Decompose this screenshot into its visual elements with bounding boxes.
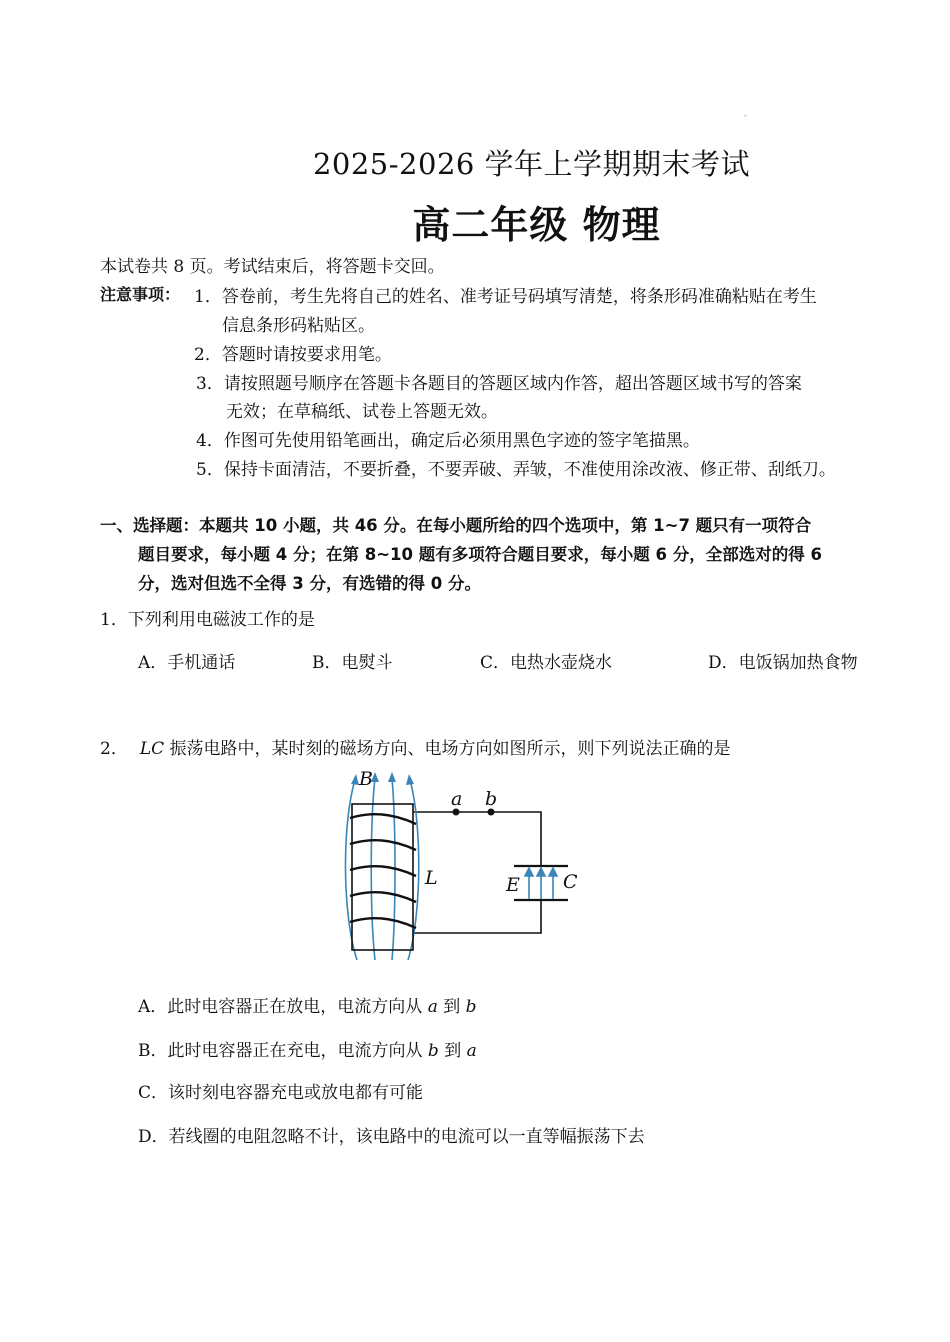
- inductor-core: [352, 804, 413, 950]
- q1-option-c: C．电热水壶烧水: [480, 653, 613, 673]
- option-text: B．此时电容器正在充电，电流方向从: [138, 1041, 428, 1061]
- question-number: 2．: [100, 739, 128, 759]
- note-item: 信息条形码粘贴区。: [222, 316, 375, 336]
- exam-intro: 本试卷共 8 页。考试结束后，将答题卡交回。: [100, 257, 445, 277]
- exam-title: 2025-2026 学年上学期期末考试: [312, 147, 751, 181]
- label-e-field: E: [506, 874, 520, 896]
- section-heading: 分，选对但选不全得 3 分，有选错的得 0 分。: [138, 574, 481, 593]
- q2-option-b: [138, 1036, 477, 1061]
- note-item: 1．答卷前，考生先将自己的姓名、准考证号码填写清楚，将条形码准确粘贴在考生: [194, 287, 817, 307]
- note-item: 3．请按照题号顺序在答题卡各题目的答题区域内作答，超出答题区域书写的答案: [196, 374, 802, 394]
- variable-a: a: [427, 997, 438, 1017]
- label-b-field: B: [359, 768, 373, 790]
- question-text: 振荡电路中，某时刻的磁场方向、电场方向如图所示，则下列说法正确的是: [164, 739, 731, 759]
- section-heading: 题目要求，每小题 4 分；在第 8~10 题有多项符合题目要求，每小题 6 分，全部选对的得 6: [138, 545, 822, 564]
- q2-option-c: C．该时刻电容器充电或放电都有可能: [138, 1083, 424, 1103]
- q2-option-a: [138, 992, 477, 1017]
- lc-circuit-diagram: [330, 764, 590, 964]
- lc-variable: LC: [139, 739, 165, 759]
- subject-title: 高二年级 物理: [412, 203, 661, 247]
- q1-option-a: A．手机通话: [138, 653, 236, 673]
- variable-b: b: [427, 1041, 439, 1061]
- notes-label: 注意事项：: [100, 285, 181, 304]
- question-2-stem: [100, 734, 731, 759]
- corner-mark: 。: [744, 109, 752, 118]
- q1-option-d: D．电饭锅加热食物: [708, 653, 858, 673]
- option-text: 到: [437, 997, 466, 1017]
- question-1-stem: 1．下列利用电磁波工作的是: [100, 610, 315, 630]
- label-a: a: [451, 788, 463, 810]
- inductor-coil: [350, 814, 416, 928]
- label-inductor: L: [425, 867, 438, 889]
- note-item: 2．答题时请按要求用笔。: [194, 345, 392, 365]
- option-text: A．此时电容器正在放电，电流方向从: [138, 997, 428, 1017]
- electric-field-arrows: [525, 868, 557, 899]
- option-text: 到: [438, 1041, 467, 1061]
- label-b: b: [485, 788, 498, 810]
- label-capacitor: C: [563, 871, 578, 893]
- note-item: 4．作图可先使用铅笔画出，确定后必须用黑色字迹的签字笔描黑。: [196, 431, 700, 451]
- note-item: 无效；在草稿纸、试卷上答题无效。: [226, 402, 498, 422]
- variable-b: b: [465, 997, 477, 1017]
- q2-option-d: D．若线圈的电阻忽略不计，该电路中的电流可以一直等幅振荡下去: [138, 1127, 645, 1147]
- note-item: 5．保持卡面清洁，不要折叠，不要弄破、弄皱，不准使用涂改液、修正带、刮纸刀。: [196, 460, 836, 480]
- q1-option-b: B．电熨斗: [312, 653, 393, 673]
- variable-a: a: [466, 1041, 477, 1061]
- section-heading: 一、选择题：本题共 10 小题，共 46 分。在每小题所给的四个选项中，第 1~7 题只有一项符合: [100, 516, 812, 535]
